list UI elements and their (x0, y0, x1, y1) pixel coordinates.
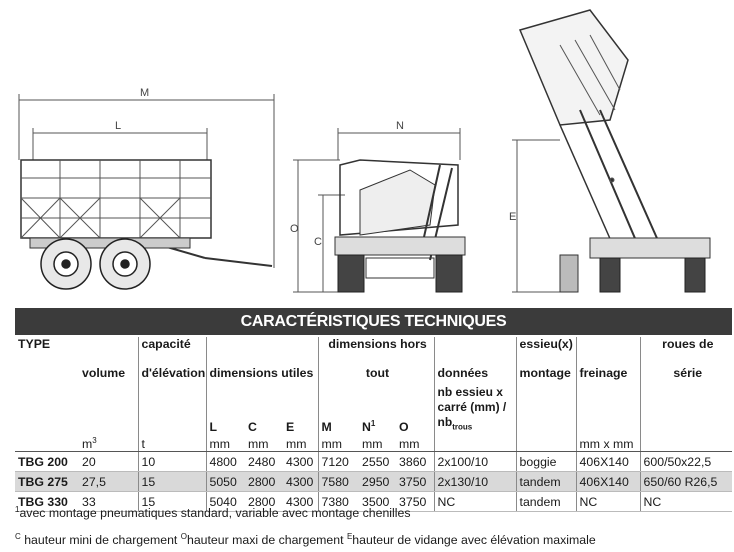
sub-header-L: L (206, 385, 245, 434)
table-row: TBG 275 27,5 15 5050 2800 4300 7580 2950 3750 2x130/10 tandem 406X140 650/60 R26,5 (15, 472, 732, 492)
header-volume: volume (82, 366, 126, 380)
header-dim-hors-2: tout (318, 366, 434, 385)
header-freinage: freinage (576, 366, 640, 385)
dim-label-E: E (509, 211, 517, 223)
dim-label-O: O (290, 223, 299, 235)
header-donnees-sub: nb essieu x carré (mm) / $nb_{trous}$ (434, 385, 516, 434)
dim-label-C: C (314, 236, 322, 248)
header-roues-2: série (640, 366, 732, 385)
header-roues-1: roues de (640, 337, 732, 366)
header-essieu-1: essieu(x) (516, 337, 576, 366)
footnote-1: $^1$avec montage pneumatiques standard, variable avec montage chenilles (15, 505, 411, 521)
unit-O: mm (396, 434, 434, 452)
unit-L: mm (206, 434, 245, 452)
unit-C: mm (245, 434, 283, 452)
header-capacite-1: capacité (138, 337, 206, 366)
sub-header-C: C (248, 420, 257, 435)
header-donnees: données (434, 366, 516, 385)
unit-capacite: t (138, 434, 206, 452)
dim-label-N: N (396, 120, 404, 132)
table-row: TBG 200 20 10 4800 2480 4300 7120 2550 3860 2x100/10 boggie 406X140 600/50x22,5 (15, 452, 732, 472)
sub-header-E: E (286, 420, 295, 435)
header-dim-utiles: dimensions utiles (206, 366, 318, 385)
unit-volume: $m^3$ (79, 434, 138, 452)
sub-header-N: $N^1$ (362, 419, 376, 435)
table-title: CARACTÉRISTIQUES TECHNIQUES (15, 308, 732, 335)
unit-N: mm (359, 434, 396, 452)
unit-E: mm (283, 434, 318, 452)
header-capacite-2: d'élévation (138, 366, 206, 385)
table-row: TBG 330 33 15 5040 2800 4300 7380 3500 3750 NC tandem NC NC (15, 492, 732, 512)
spec-table (15, 337, 732, 512)
dim-label-L: L (115, 120, 122, 132)
sub-header-M: M (318, 385, 359, 434)
footnotes (15, 498, 596, 552)
header-essieu-2: montage (516, 366, 576, 385)
unit-freinage: mm x mm (576, 434, 640, 452)
tipping-view-drawing (512, 10, 710, 292)
header-type: TYPE (18, 337, 51, 351)
footnote-2: $^C$ hauteur mini de chargement $^O$hauteur maxi de chargement $^E$hauteur de vidange avec élévation maximale (15, 532, 596, 548)
sub-header-O: O (399, 420, 409, 435)
dim-label-M: M (140, 87, 150, 99)
front-view-drawing (293, 128, 465, 292)
unit-M: mm (318, 434, 359, 452)
header-dim-hors-1: dimensions hors (318, 337, 434, 366)
